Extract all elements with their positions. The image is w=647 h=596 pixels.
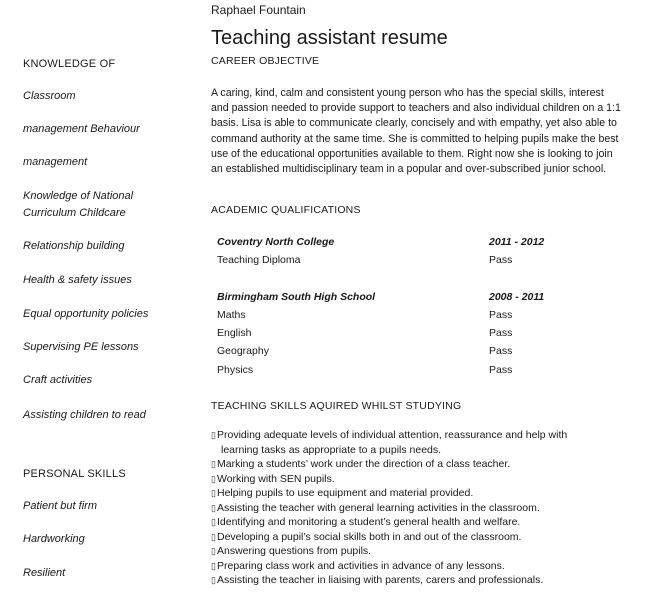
academic-heading: ACADEMIC QUALIFICATIONS <box>211 204 361 216</box>
bullet-icon: ▯ <box>211 430 216 440</box>
subject-result: Pass <box>489 364 513 376</box>
resume-title: Teaching assistant resume <box>211 27 448 49</box>
bullet-icon: ▯ <box>211 546 216 556</box>
list-item-text: Working with SEN pupils. <box>217 472 335 485</box>
list-item-text: Helping pupils to use equipment and material provided. <box>217 487 474 499</box>
list-item-text: Developing a pupil’s social skills both in and out of the classroom. <box>217 530 522 543</box>
subject-name: English <box>217 327 252 339</box>
knowledge-item: Curriculum Childcare <box>23 207 126 219</box>
knowledge-item: Equal opportunity policies <box>23 308 149 320</box>
list-item <box>211 457 567 472</box>
subject-result: Pass <box>489 345 513 357</box>
knowledge-item: management <box>23 156 88 168</box>
bullet-icon: ▯ <box>211 517 216 527</box>
personal-skill-item: Hardworking <box>23 533 85 545</box>
bullet-icon: ▯ <box>211 459 216 469</box>
knowledge-item: Relationship building <box>23 240 125 252</box>
list-item-text: Assisting the teacher in liaising with parents, carers and professionals. <box>217 574 544 586</box>
list-item <box>211 544 567 559</box>
subject-result: Pass <box>489 254 513 266</box>
subject-name: Physics <box>217 364 254 376</box>
bullet-icon: ▯ <box>211 531 216 542</box>
list-item-text: Marking a students’ work under the direction of a class teacher. <box>217 458 511 470</box>
school-name: Coventry North College <box>217 236 335 248</box>
knowledge-item: Assisting children to read <box>23 409 146 421</box>
list-item-text: Preparing class work and activities in advance of any lessons. <box>217 559 505 572</box>
bullet-icon: ▯ <box>211 560 216 571</box>
applicant-name: Raphael Fountain <box>211 3 306 17</box>
knowledge-heading: KNOWLEDGE OF <box>23 58 116 70</box>
school-years: 2011 - 2012 <box>489 236 545 248</box>
knowledge-item: Classroom <box>23 90 76 102</box>
subject-name: Teaching Diploma <box>217 254 301 266</box>
school-name: Birmingham South High School <box>217 291 376 303</box>
knowledge-item: Knowledge of National <box>23 190 134 202</box>
list-item <box>211 573 567 588</box>
personal-skills-heading: PERSONAL SKILLS <box>23 468 126 480</box>
list-item-text: Assisting the teacher with general learning activities in the classroom. <box>217 501 540 514</box>
list-item <box>211 515 567 530</box>
bullet-icon: ▯ <box>211 473 216 484</box>
subject-name: Maths <box>217 309 246 321</box>
teaching-skills-heading: TEACHING SKILLS AQUIRED WHILST STUDYING <box>211 400 462 412</box>
personal-skill-item: Patient but firm <box>23 500 97 512</box>
subject-result: Pass <box>489 327 513 339</box>
list-item <box>211 428 567 457</box>
career-objective-paragraph: A caring, kind, calm and consistent young person who has the special skills, interest and passion needed to provide support to teachers and also individual children on a 1:1 basis. Lisa is able to communicate clearly, concisely and with empathy, yet also able to command authority at the same time. She is committed to helping pupils make the best use of the educational opportunities available to them. Right now she is looking to join an established multidisciplinary team in a popular and over-subscribed junior school. <box>211 87 621 176</box>
list-item <box>211 486 567 501</box>
teaching-skills-list <box>211 428 567 588</box>
list-item-text: Providing adequate levels of individual attention, reassurance and help with <box>217 429 568 441</box>
list-item <box>211 559 567 574</box>
list-item <box>211 530 567 545</box>
subject-name: Geography <box>217 345 269 357</box>
list-item-text: learning tasks as appropriate to a pupils needs. <box>221 443 442 456</box>
career-objective-heading: CAREER OBJECTIVE <box>211 55 320 67</box>
knowledge-item: Health & safety issues <box>23 274 132 286</box>
bullet-icon: ▯ <box>211 575 216 585</box>
list-item-text: Identifying and monitoring a student’s general health and welfare. <box>217 516 521 528</box>
knowledge-item: Supervising PE lessons <box>23 341 139 353</box>
school-years: 2008 - 2011 <box>489 291 545 303</box>
personal-skill-item: Resilient <box>23 567 66 579</box>
knowledge-item: Craft activities <box>23 374 93 386</box>
list-item <box>211 472 567 487</box>
subject-result: Pass <box>489 309 513 321</box>
list-item-text: Answering questions from pupils. <box>217 545 372 557</box>
bullet-icon: ▯ <box>211 488 216 498</box>
bullet-icon: ▯ <box>211 502 216 513</box>
list-item <box>211 501 567 516</box>
knowledge-item: management Behaviour <box>23 123 140 135</box>
